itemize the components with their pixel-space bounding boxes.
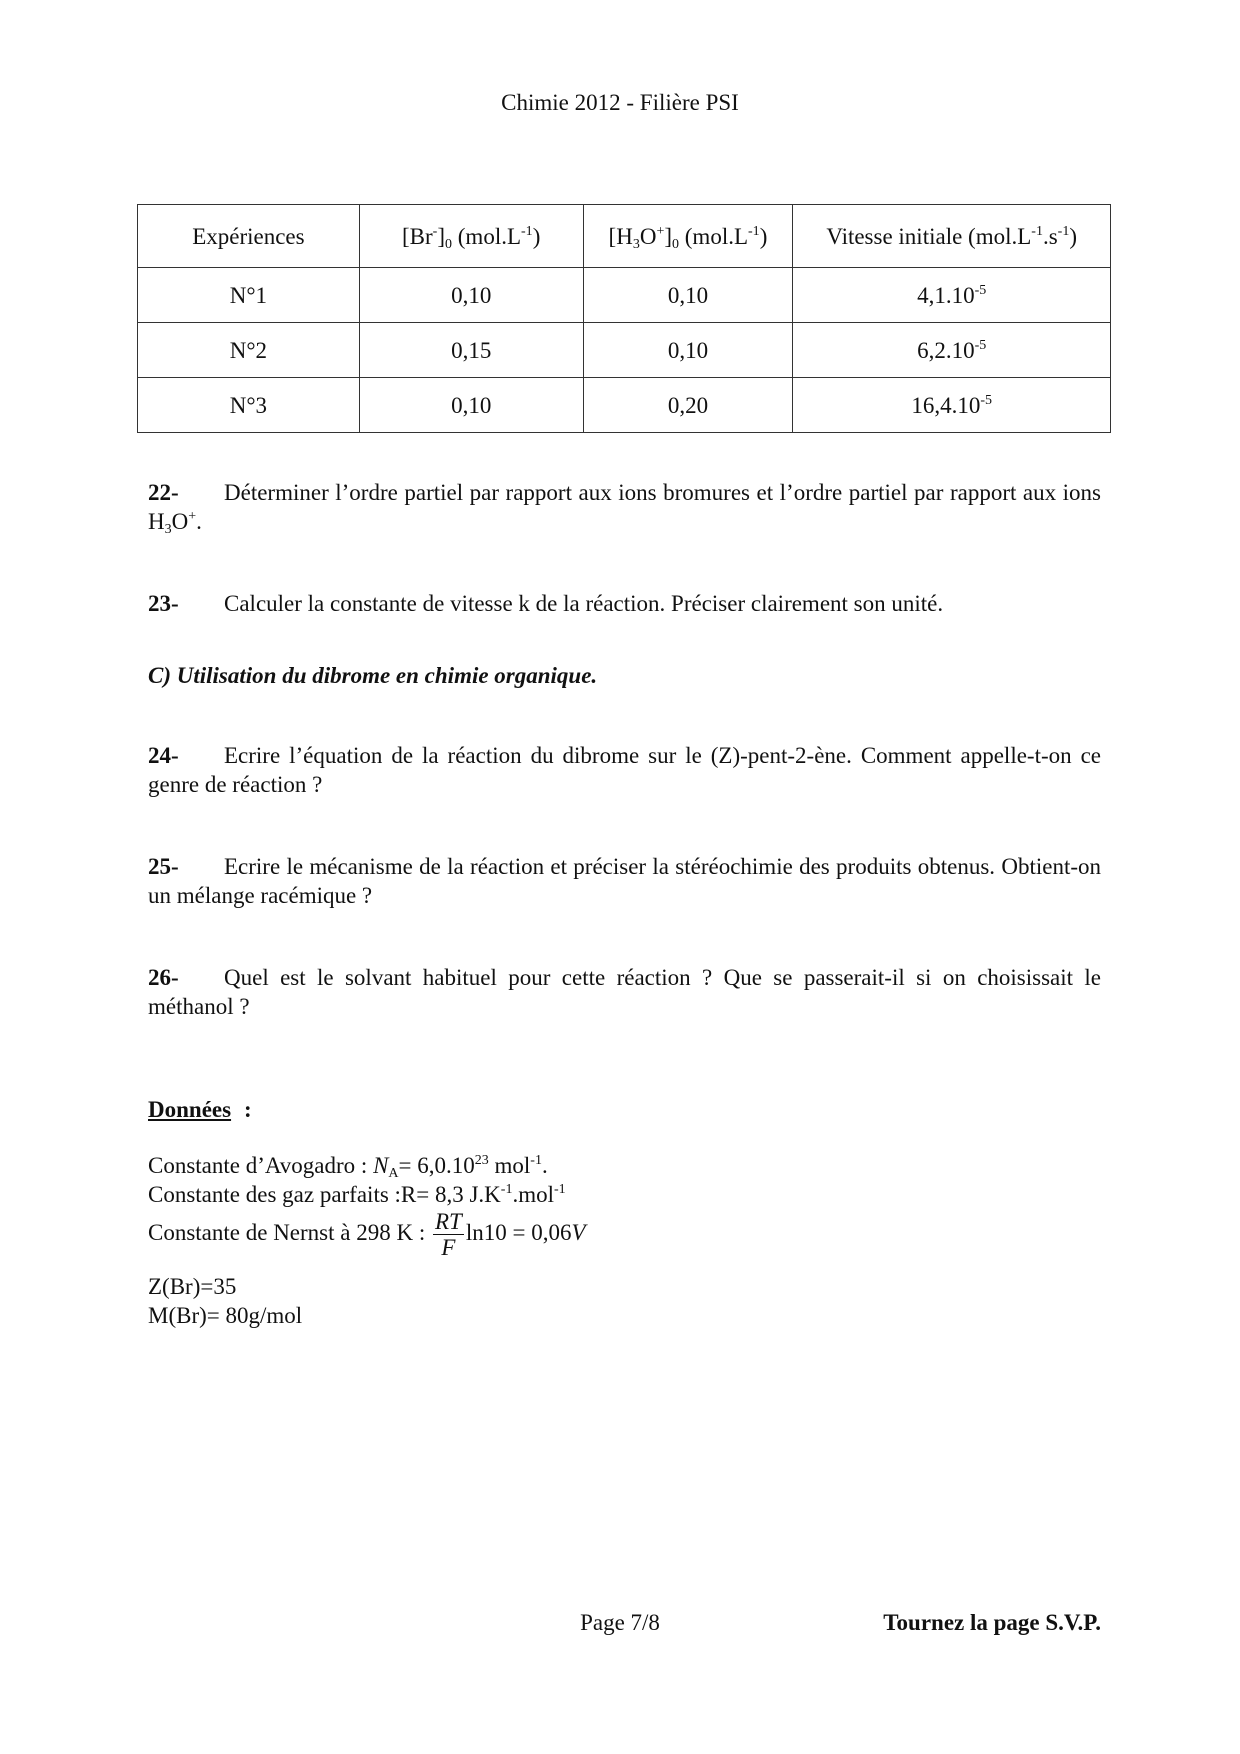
- cell-rate: $6,2.10^{-5}$: [793, 323, 1111, 378]
- donnees-colon: :: [244, 1097, 252, 1122]
- cell-rate: $4,1.10^{-5}$: [793, 268, 1111, 323]
- table-row: [138, 378, 1111, 433]
- experiments-table: [137, 204, 1111, 433]
- question-number: 22-: [148, 480, 179, 505]
- cell-experience: N°2: [138, 323, 360, 378]
- turn-page-note: Tournez la page S.V.P.: [883, 1610, 1101, 1635]
- question-26: 26- Quel est le solvant habituel pour cette réaction ? Que se passerait-il si on choisissait le méthanol ?: [148, 965, 1101, 1019]
- cell-br: 0,15: [359, 323, 583, 378]
- question-number: 26-: [148, 965, 179, 990]
- cell-h3o: 0,10: [583, 268, 793, 323]
- molar-mass-br: M(Br)= 80g/mol: [148, 1303, 303, 1328]
- cell-br: 0,10: [359, 268, 583, 323]
- header-experiences: Expériences: [138, 205, 360, 268]
- cell-experience: N°1: [138, 268, 360, 323]
- header-initial-rate: Vitesse initiale $(mol.L^{-1}.s^{-1})$: [793, 205, 1111, 268]
- table-row: [138, 268, 1111, 323]
- header-br-concentration: $[Br^-]_0$ $(mol.L^{-1})$: [359, 205, 583, 268]
- table-header-row: [138, 205, 1111, 268]
- question-number: 24-: [148, 743, 179, 768]
- question-number: 25-: [148, 854, 179, 879]
- question-22: 22- Déterminer l’ordre partiel par rapport aux ions bromures et l’ordre partiel par rapport aux ions $H_3O^+$.: [148, 480, 1101, 537]
- header-h3o-concentration: $[H_3O^+]_0$ $(mol.L^{-1})$: [583, 205, 793, 268]
- gas-constant: Constante des gaz parfaits :R= 8,3 $J.K^{-1}.mol^{-1}$: [148, 1182, 566, 1207]
- cell-rate: $16,4.10^{-5}$: [793, 378, 1111, 433]
- section-c-title: C) Utilisation du dibrome en chimie organique.: [148, 663, 598, 688]
- cell-h3o: 0,10: [583, 323, 793, 378]
- cell-h3o: 0,20: [583, 378, 793, 433]
- atomic-number-br: Z(Br)=35: [148, 1274, 237, 1299]
- table-row: [138, 323, 1111, 378]
- question-24: 24- Ecrire l’équation de la réaction du dibrome sur le (Z)-pent-2-ène. Comment appelle-t-on ce genre de réaction ?: [148, 743, 1101, 797]
- nernst-constant: Constante de Nernst à 298 K : $\frac{RT}{F}$ ln10 = 0,06V: [148, 1209, 586, 1260]
- cell-experience: N°3: [138, 378, 360, 433]
- donnees-title: Données: [148, 1097, 232, 1122]
- avogadro-constant: Constante d’Avogadro : $N_A= 6,0.10^{23}$ mol$^{-1}$.: [148, 1153, 548, 1181]
- cell-br: 0,10: [359, 378, 583, 433]
- page-number: Page 7/8: [580, 1610, 660, 1635]
- question-23: 23- Calculer la constante de vitesse k de la réaction. Préciser clairement son unité.: [148, 591, 944, 616]
- question-25: 25- Ecrire le mécanisme de la réaction et préciser la stéréochimie des produits obtenus. Obtient-on un mélange racémique ?: [148, 854, 1101, 908]
- nernst-fraction: $\frac{RT}{F}$: [434, 1209, 462, 1260]
- question-number: 23-: [148, 591, 179, 616]
- page-header: Chimie 2012 - Filière PSI: [501, 90, 739, 115]
